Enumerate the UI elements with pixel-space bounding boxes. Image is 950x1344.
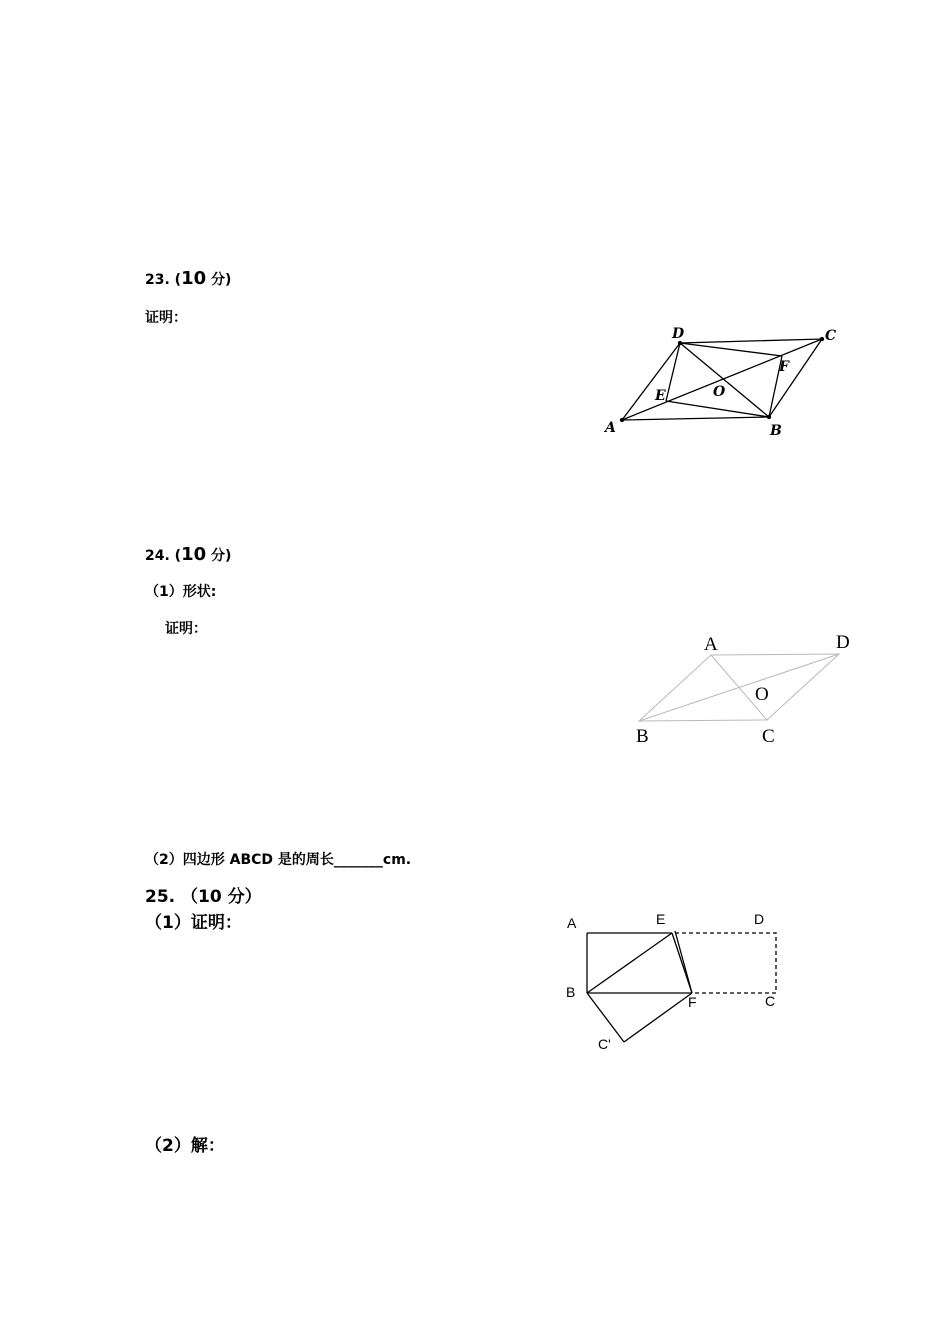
- q24-proof-label: 证明：: [165, 621, 207, 637]
- fig25-label-d: D: [754, 911, 765, 927]
- fig25-label-c-prime: C': [598, 1036, 611, 1052]
- fig23-label-b: B: [770, 423, 782, 439]
- fig24-label-c: C: [762, 726, 775, 747]
- q25-part1-label: （1）证明：: [145, 913, 242, 933]
- fig23-label-c: C: [825, 328, 837, 344]
- figure-25: [587, 931, 776, 1042]
- q23-proof-label: 证明：: [145, 310, 187, 326]
- q24-points: 10: [181, 544, 207, 565]
- q23-number: 23. (: [145, 272, 182, 288]
- q24-part1-label: （1）形状:: [145, 584, 217, 600]
- figure-24: [639, 654, 839, 721]
- fig25-label-a: A: [567, 915, 577, 931]
- fig23-label-f: F: [779, 359, 789, 375]
- fig25-segment-bc-prime: [587, 993, 624, 1042]
- figure-23-labels: [603, 326, 836, 439]
- fig23-label-o: O: [713, 384, 726, 400]
- fig25-label-f: F: [688, 994, 697, 1010]
- fig25-segment-c-prime-f: [624, 993, 692, 1042]
- q23-points-suffix: 分): [206, 272, 232, 288]
- fig25-diagonal-be: [587, 933, 672, 993]
- q24-number: 24. (: [145, 548, 182, 564]
- q24-part2-label: （2）四边形 ABCD 是的周长_______cm.: [145, 852, 412, 868]
- fig24-label-a: A: [704, 634, 718, 655]
- fig23-label-e: E: [655, 388, 666, 404]
- figure-25-labels: [566, 911, 775, 1052]
- fig23-point-b: [768, 416, 771, 419]
- q25-heading: 25. （10 分）: [145, 887, 262, 907]
- q24-points-suffix: 分): [206, 548, 232, 564]
- fig25-label-b: B: [566, 984, 576, 1000]
- figure-24-labels: [636, 632, 850, 747]
- fig25-fold-ef-2: [675, 931, 692, 993]
- fig24-label-o: O: [755, 684, 769, 705]
- fig23-segment-df: [680, 343, 782, 356]
- figure-23: [621, 338, 824, 422]
- fig25-label-e: E: [656, 911, 666, 927]
- q25-part2-label: （2）解：: [145, 1136, 225, 1156]
- fig24-diagonal-bd: [639, 654, 839, 721]
- fig23-label-a: A: [605, 420, 616, 436]
- fig23-point-a: [621, 419, 624, 422]
- fig25-label-c: C: [765, 993, 776, 1009]
- fig24-label-b: B: [636, 726, 649, 747]
- fig24-label-d: D: [836, 632, 850, 653]
- fig23-point-c: [821, 338, 824, 341]
- fig23-label-d: D: [672, 326, 685, 342]
- q23-points: 10: [181, 268, 207, 289]
